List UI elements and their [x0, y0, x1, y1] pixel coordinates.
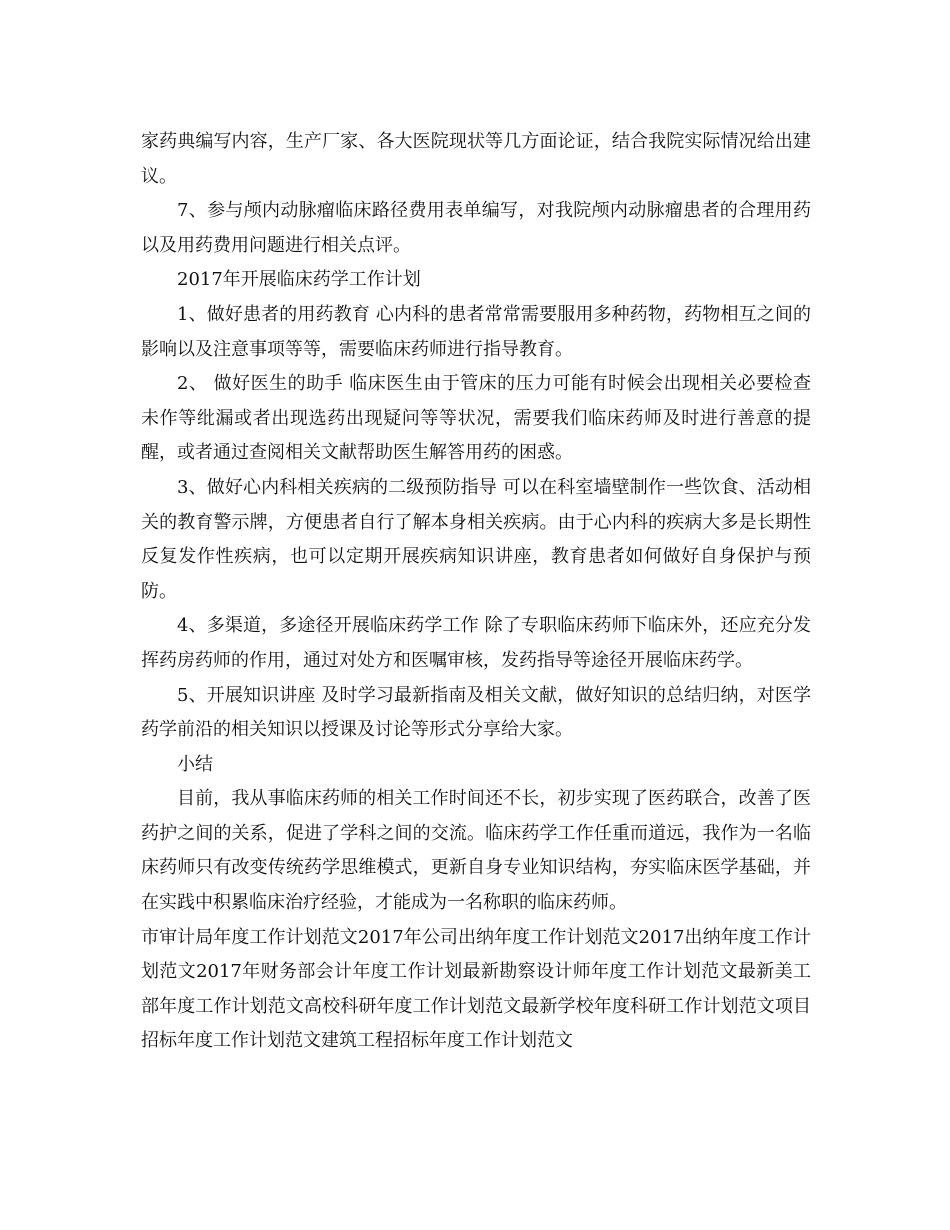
paragraph-item-7: 7、参与颅内动脉瘤临床路径费用表单编写，对我院颅内动脉瘤患者的合理用药以及用药费用问题进行相关点评。 [141, 200, 811, 256]
paragraph-plan-2: 2、 做好医生的助手 临床医生由于管床的压力可能有时候会出现相关必要检查未作等纰漏或者出现选药出现疑问等等状况，需要我们临床药师及时进行善意的提醒，或者通过查阅相关文献帮助医生解答用药的困惑。 [141, 373, 811, 464]
section-heading-plan: 2017年开展临床药学工作计划 [177, 269, 421, 291]
paragraph-plan-3: 3、做好心内科相关疾病的二级预防指导 可以在科室墙壁制作一些饮食、活动相关的教育警示牌，方便患者自行了解本身相关疾病。由于心内科的疾病大多是长期性反复发作性疾病，也可以定期开展疾病知识讲座，教育患者如何做好自身保护与预防。 [141, 476, 811, 602]
document-body [141, 125, 811, 1059]
paragraph-plan-5: 5、开展知识讲座 及时学习最新指南及相关文献，做好知识的总结归纳，对医学药学前沿的相关知识以授课及讨论等形式分享给大家。 [141, 684, 811, 741]
paragraph-continuation: 家药典编写内容，生产厂家、各大医院现状等几方面论证，结合我院实际情况给出建议。 [141, 131, 811, 187]
paragraph-summary: 目前，我从事临床药师的相关工作时间还不长，初步实现了医药联合，改善了医药护之间的关系，促进了学科之间的交流。临床药学工作任重而道远，我作为一名临床药师只有改变传统药学思维模式，更新自身专业知识结构，夯实临床医学基础，并在实践中积累临床治疗经验，才能成为一名称职的临床药师。 [141, 788, 811, 914]
paragraph-plan-4: 4、多渠道，多途径开展临床药学工作 除了专职临床药师下临床外，还应充分发挥药房药师的作用，通过对处方和医嘱审核，发药指导等途径开展临床药学。 [141, 615, 811, 671]
related-links-text: 市审计局年度工作计划范文2017年公司出纳年度工作计划范文2017出纳年度工作计划范文2017年财务部会计年度工作计划最新勘察设计师年度工作计划范文最新美工部年度工作计划范文高校科研年度工作计划范文最新学校年度科研工作计划范文项目招标年度工作计划范文建筑工程招标年度工作计划范文 [141, 926, 811, 1052]
section-heading-summary: 小结 [177, 753, 213, 775]
paragraph-plan-1: 1、做好患者的用药教育 心内科的患者常常需要服用多种药物，药物相互之间的影响以及注意事项等等，需要临床药师进行指导教育。 [141, 303, 811, 360]
